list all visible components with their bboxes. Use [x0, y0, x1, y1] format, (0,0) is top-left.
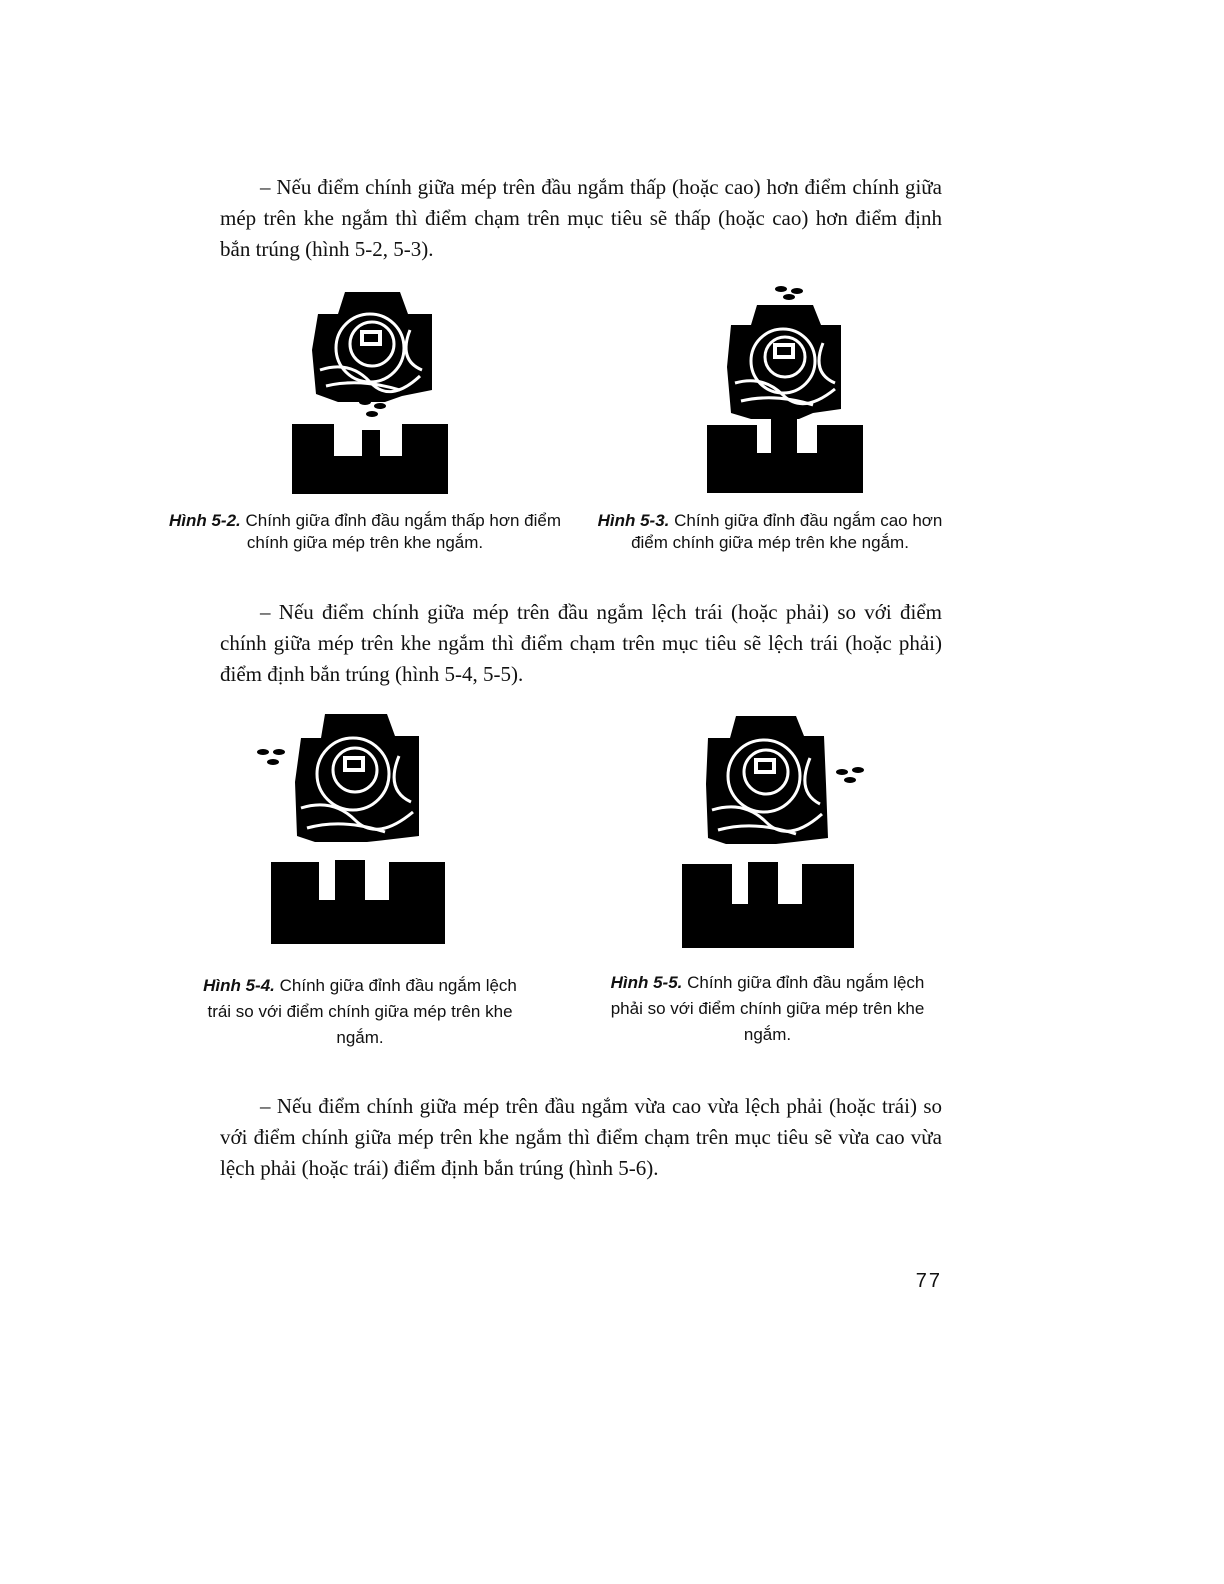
figure-5-4 [255, 712, 450, 948]
figure-5-5 [678, 714, 873, 950]
figure-5-3-caption: Hình 5-3. Chính giữa đỉnh đầu ngắm cao hơn điểm chính giữa mép trên khe ngắm. [597, 511, 943, 552]
page-number: 77 [915, 1270, 942, 1292]
sight-picture-5-2-image [290, 290, 450, 496]
paragraph-3: – Nếu điểm chính giữa mép trên đầu ngắm vừa cao vừa lệch phải (hoặc trái) so với điểm chính giữa mép trên khe ngắm thì điểm chạm trên mục tiêu sẽ vừa cao vừa lệch phải (hoặc trái) điểm định bắn trúng (hình 5-6). [220, 1094, 942, 1180]
figure-5-5-caption: Hình 5-5. Chính giữa đỉnh đầu ngắm lệch phải so với điểm chính giữa mép trên khe ngắm. [610, 973, 925, 1044]
figure-5-2-caption: Hình 5-2. Chính giữa đỉnh đầu ngắm thấp hơn điểm chính giữa mép trên khe ngắm. [168, 511, 562, 552]
paragraph-2: – Nếu điểm chính giữa mép trên đầu ngắm lệch trái (hoặc phải) so với điểm chính giữa mép trên khe ngắm thì điểm chạm trên mục tiêu sẽ lệch trái (hoặc phải) điểm định bắn trúng (hình 5-4, 5-5). [220, 600, 942, 686]
figure-5-3 [705, 283, 865, 495]
figure-5-2 [290, 290, 450, 496]
sight-picture-5-4-image [255, 712, 450, 948]
sight-picture-5-5-image [678, 714, 873, 950]
sight-picture-5-3-image [705, 283, 865, 495]
figure-5-4-caption: Hình 5-4. Chính giữa đỉnh đầu ngắm lệch trái so với điểm chính giữa mép trên khe ngắm. [203, 976, 517, 1047]
paragraph-1: – Nếu điểm chính giữa mép trên đầu ngắm thấp (hoặc cao) hơn điểm chính giữa mép trên khe ngắm thì điểm chạm trên mục tiêu sẽ thấp (hoặc cao) hơn điểm định bắn trúng (hình 5-2, 5-3). [220, 175, 942, 261]
